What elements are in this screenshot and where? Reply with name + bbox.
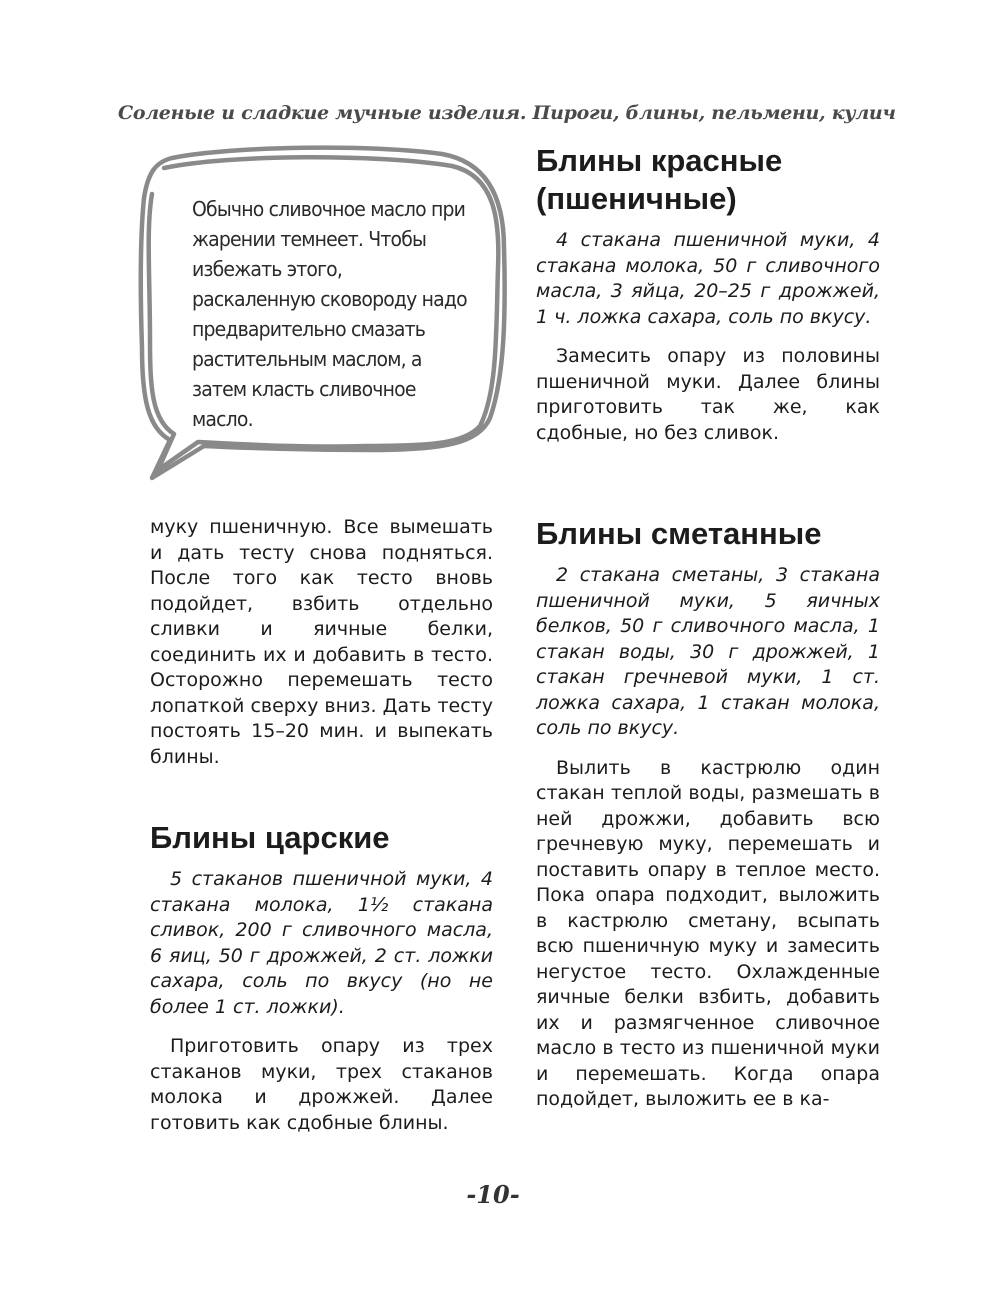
- recipe-title: Блины сметанные: [536, 516, 822, 551]
- recipe-ingredients: 5 стаканов пшеничной муки, 4 стакана молока, 1½ стакана сливок, 200 г сливочного масла, 6 яиц, 50 г дрожжей, 2 ст. ложки сахара, соль по вкусу (но не более 1 ст. ложки).: [150, 868, 493, 1018]
- recipe-tsarskie: [150, 819, 493, 1136]
- recipe-method: Приготовить опару из трех стаканов муки, трех стаканов молока и дрожжей. Далее готовить как сдобные блины.: [150, 1035, 493, 1134]
- continuation-text: муку пшеничную. Все вымешать и дать тесту снова подняться. После того как тесто вновь подойдет, взбить отдельно сливки и яичные белки, соединить их и добавить в тесто. Осторожно перемешать тесто лопаткой сверху вниз. Дать тесту постоять 15–20 мин. и выпекать блины.: [150, 516, 493, 768]
- running-header: Соленые и сладкие мучные изделия. Пироги, блины, пельмени, кулич: [118, 102, 896, 124]
- left-column: [150, 515, 493, 770]
- recipe-title: Блины царские: [150, 820, 390, 855]
- recipe-smetannye: [536, 515, 880, 1113]
- recipe-method: Замесить опару из половины пшеничной муки. Далее блины приготовить так же, как сдобные, но без сливок.: [536, 345, 880, 444]
- recipe-ingredients: 2 стакана сметаны, 3 стакана пшеничной муки, 5 яичных белков, 50 г сливочного масла, 1 стакан воды, 30 г дрожжей, 1 стакан гречневой муки, 1 ст. ложка сахара, 1 стакан молока, соль по вкусу.: [536, 564, 880, 739]
- recipe-krasnye: [536, 142, 880, 446]
- page-number: -10-: [466, 1180, 520, 1209]
- recipe-method: Вылить в кастрюлю один стакан теплой воды, размешать в ней дрожжи, добавить всю гречневую муку, перемешать и поставить опару в теплое место. Пока опара подходит, выложить в кастрюлю сметану, всыпать всю пшеничную муку и замесить негустое тесто. Охлажденные яичные белки взбить, добавить их и размягченное сливочное масло в тесто из пшеничной муки и перемешать. Когда опара подойдет, выложить ее в ка-: [536, 756, 880, 1110]
- recipe-ingredients: 4 стакана пшеничной муки, 4 стакана молока, 50 г сливочного масла, 3 яйца, 20–25 г дрожжей, 1 ч. ложка сахара, соль по вкусу.: [536, 229, 880, 328]
- tip-bubble-text: Обычно сливочное масло при жарении темнеет. Чтобы избежать этого, раскаленную сковороду надо предварительно смазать растительным маслом, а затем класть сливочное масло.: [192, 197, 467, 431]
- recipe-title: Блины красные (пшеничные): [536, 143, 783, 216]
